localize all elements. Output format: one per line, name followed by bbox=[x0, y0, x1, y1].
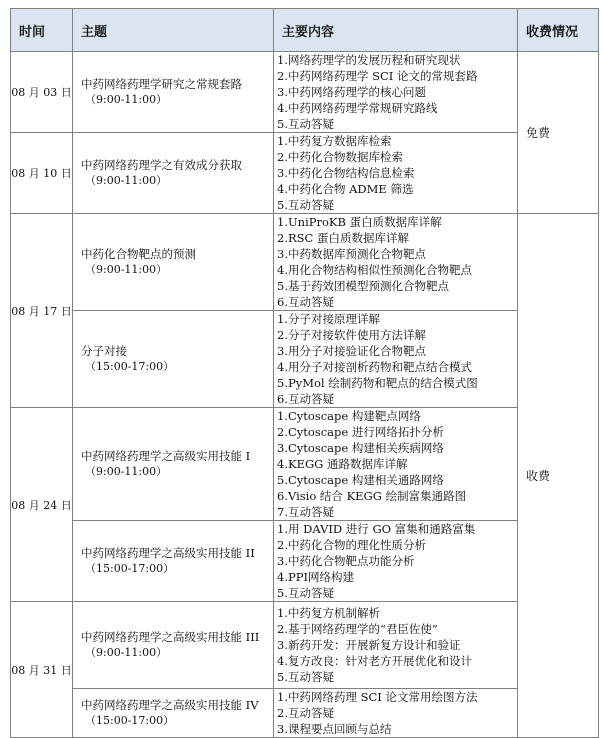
content-item: 4.用化合物结构相似性预测化合物靶点 bbox=[277, 263, 472, 277]
table-row bbox=[11, 408, 599, 521]
date-cell: 08 月 10 日 bbox=[11, 133, 73, 214]
content-item: 4.中药化合物 ADME 筛选 bbox=[277, 182, 414, 196]
header-topic: 主题 bbox=[73, 9, 274, 52]
topic-cell bbox=[73, 521, 274, 602]
topic-cell bbox=[73, 689, 274, 738]
content-cell bbox=[274, 214, 518, 311]
content-item: 3.用分子对接验证化合物靶点 bbox=[277, 344, 426, 358]
topic-title: 中药网络药理学之有效成分获取 bbox=[81, 158, 242, 172]
content-item: 5.互动答疑 bbox=[277, 117, 334, 131]
content-item: 3.中药化合物结构信息检索 bbox=[277, 166, 415, 180]
content-item: 4.PPI网络构建 bbox=[277, 570, 354, 584]
content-cell bbox=[274, 133, 518, 214]
table-row bbox=[11, 602, 599, 689]
topic-cell bbox=[73, 52, 274, 133]
header-fee: 收费情况 bbox=[518, 9, 599, 52]
content-item: 6.Visio 结合 KEGG 绘制富集通路图 bbox=[277, 489, 467, 503]
table-row bbox=[11, 311, 599, 408]
content-item: 1.UniProKB 蛋白质数据库详解 bbox=[277, 215, 442, 229]
header-row bbox=[11, 9, 599, 52]
content-item: 6.互动答疑 bbox=[277, 392, 334, 406]
content-item: 6.互动答疑 bbox=[277, 295, 334, 309]
content-item: 1.用 DAVID 进行 GO 富集和通路富集 bbox=[277, 522, 476, 536]
content-cell bbox=[274, 52, 518, 133]
topic-title: 中药网络药理学之高级实用技能 III bbox=[81, 630, 260, 644]
topic-time: （15:00-17:00） bbox=[85, 360, 175, 373]
content-item: 2.Cytoscape 进行网络拓扑分析 bbox=[277, 425, 444, 439]
content-item: 4.中药网络药理学常规研究路线 bbox=[277, 101, 438, 115]
table-row bbox=[11, 52, 599, 133]
content-item: 4.复方改良：针对老方开展优化和设计 bbox=[277, 654, 472, 668]
content-item: 7.互动答疑 bbox=[277, 505, 334, 519]
content-item: 5.Cytoscape 构建相关通路网络 bbox=[277, 473, 444, 487]
topic-cell bbox=[73, 133, 274, 214]
content-item: 3.课程要点回顾与总结 bbox=[277, 722, 392, 736]
content-item: 2.分子对接软件使用方法详解 bbox=[277, 328, 426, 342]
topic-time: （9:00-11:00） bbox=[85, 263, 168, 276]
content-cell bbox=[274, 408, 518, 521]
date-cell: 08 月 17 日 bbox=[11, 214, 73, 408]
topic-title: 中药网络药理学之高级实用技能 IV bbox=[81, 698, 259, 712]
content-item: 2.基于网络药理学的“君臣佐使” bbox=[277, 622, 438, 636]
content-item: 1.中药复方数据库检索 bbox=[277, 134, 392, 148]
topic-time: （9:00-11:00） bbox=[85, 93, 168, 106]
topic-title: 分子对接 bbox=[81, 344, 127, 358]
content-item: 5.PyMol 绘制药物和靶点的结合模式图 bbox=[277, 376, 478, 390]
content-item: 3.新药开发：开展新复方设计和验证 bbox=[277, 638, 461, 652]
header-content: 主要内容 bbox=[274, 9, 518, 52]
content-item: 1.网络药理学的发展历程和研究现状 bbox=[277, 53, 461, 67]
topic-time: （9:00-11:00） bbox=[85, 174, 168, 187]
topic-title: 中药网络药理学之高级实用技能 I bbox=[81, 449, 251, 463]
content-item: 2.中药网络药理学 SCI 论文的常规套路 bbox=[277, 69, 478, 83]
table-row bbox=[11, 521, 599, 602]
content-item: 5.互动答疑 bbox=[277, 198, 334, 212]
content-item: 1.分子对接原理详解 bbox=[277, 312, 380, 326]
fee-cell-free: 免费 bbox=[518, 52, 599, 214]
table-row bbox=[11, 214, 599, 311]
topic-title: 中药网络药理学研究之常规套路 bbox=[81, 77, 242, 91]
content-item: 3.中药网络药理学的核心问题 bbox=[277, 85, 426, 99]
content-item: 5.基于药效团模型预测化合物靶点 bbox=[277, 279, 449, 293]
table-row bbox=[11, 133, 599, 214]
date-cell: 08 月 03 日 bbox=[11, 52, 73, 133]
topic-time: （9:00-11:00） bbox=[85, 465, 168, 478]
date-cell: 08 月 24 日 bbox=[11, 408, 73, 602]
topic-time: （9:00-11:00） bbox=[85, 646, 168, 659]
topic-title: 中药网络药理学之高级实用技能 II bbox=[81, 546, 255, 560]
content-item: 1.中药复方机制解析 bbox=[277, 606, 380, 620]
topic-time: （15:00-17:00） bbox=[85, 714, 175, 727]
content-item: 3.中药化合物靶点功能分析 bbox=[277, 554, 415, 568]
topic-title: 中药化合物靶点的预测 bbox=[81, 247, 196, 261]
content-item: 2.互动答疑 bbox=[277, 706, 334, 720]
content-item: 2.中药化合物的理化性质分析 bbox=[277, 538, 426, 552]
content-item: 4.用分子对接剖析药物和靶点结合模式 bbox=[277, 360, 472, 374]
content-item: 5.互动答疑 bbox=[277, 586, 334, 600]
content-cell bbox=[274, 602, 518, 689]
topic-time: （15:00-17:00） bbox=[85, 562, 175, 575]
topic-cell bbox=[73, 214, 274, 311]
content-item: 2.RSC 蛋白质数据库详解 bbox=[277, 231, 409, 245]
content-item: 1.Cytoscape 构建靶点网络 bbox=[277, 409, 421, 423]
content-item: 1.中药网络药理 SCI 论文常用绘图方法 bbox=[277, 690, 478, 704]
schedule-table bbox=[10, 8, 599, 738]
content-cell bbox=[274, 689, 518, 738]
date-cell: 08 月 31 日 bbox=[11, 602, 73, 738]
fee-cell-paid: 收费 bbox=[518, 214, 599, 738]
content-item: 5.互动答疑 bbox=[277, 670, 334, 684]
content-item: 3.Cytoscape 构建相关疾病网络 bbox=[277, 441, 444, 455]
topic-cell bbox=[73, 602, 274, 689]
content-item: 2.中药化合物数据库检索 bbox=[277, 150, 403, 164]
table-row bbox=[11, 689, 599, 738]
content-cell bbox=[274, 311, 518, 408]
topic-cell bbox=[73, 408, 274, 521]
content-item: 4.KEGG 通路数据库详解 bbox=[277, 457, 408, 471]
header-time: 时间 bbox=[11, 9, 73, 52]
topic-cell bbox=[73, 311, 274, 408]
content-cell bbox=[274, 521, 518, 602]
content-item: 3.中药数据库预测化合物靶点 bbox=[277, 247, 426, 261]
